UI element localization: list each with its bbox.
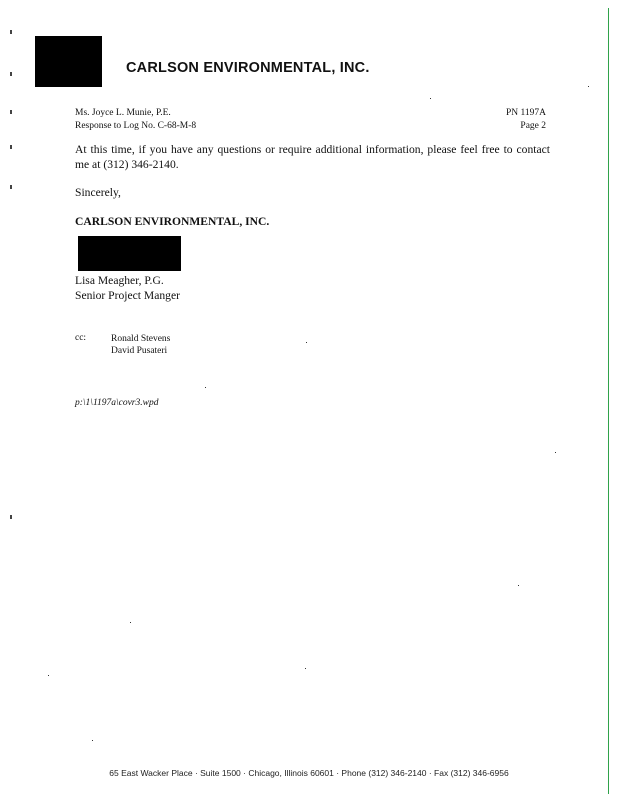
scan-speck bbox=[92, 740, 93, 741]
redacted-signature bbox=[78, 236, 181, 271]
scan-speck bbox=[555, 452, 556, 453]
margin-rule bbox=[608, 8, 609, 794]
scan-mark bbox=[10, 72, 12, 76]
scan-mark bbox=[10, 30, 12, 34]
scan-mark bbox=[10, 145, 12, 149]
cc-list bbox=[111, 333, 170, 357]
scan-speck bbox=[48, 675, 49, 676]
recipient-block bbox=[75, 107, 196, 133]
page-label: Page 2 bbox=[520, 121, 546, 131]
letterhead-company-name: CARLSON ENVIRONMENTAL, INC. bbox=[126, 60, 370, 76]
scan-speck bbox=[518, 585, 519, 586]
project-number: PN 1197A bbox=[505, 108, 546, 118]
scan-mark bbox=[10, 110, 12, 114]
cc-recipient: David Pusateri bbox=[111, 346, 168, 356]
file-reference: p:\1\1197a\covr3.wpd bbox=[75, 398, 159, 408]
scan-speck bbox=[430, 98, 431, 99]
recipient-name: Ms. Joyce L. Munie, P.E. bbox=[75, 108, 171, 118]
scan-speck bbox=[306, 342, 307, 343]
subject-line: Response to Log No. C-68-M-8 bbox=[75, 121, 197, 131]
redacted-logo bbox=[35, 36, 102, 87]
scan-speck bbox=[588, 86, 589, 87]
scan-speck bbox=[305, 668, 306, 669]
scan-mark bbox=[10, 515, 12, 519]
scan-mark bbox=[10, 185, 12, 189]
cc-label: cc: bbox=[75, 333, 87, 343]
scan-speck bbox=[130, 622, 131, 623]
closing-salutation: Sincerely, bbox=[75, 186, 121, 199]
closing-company: CARLSON ENVIRONMENTAL, INC. bbox=[75, 215, 270, 228]
signer-name: Lisa Meagher, P.G. bbox=[75, 274, 164, 287]
body-paragraph: At this time, if you have any questions or require additional information, please feel free to contact me at (312) 346-2140. bbox=[75, 143, 550, 171]
scan-speck bbox=[205, 387, 206, 388]
reference-block bbox=[440, 107, 546, 133]
cc-recipient: Ronald Stevens bbox=[111, 334, 171, 344]
signer-title: Senior Project Manger bbox=[75, 289, 180, 302]
footer-address: 65 East Wacker Place · Suite 1500 · Chicago, Illinois 60601 · Phone (312) 346-2140 · Fax (312) 346-6956 bbox=[109, 768, 509, 778]
